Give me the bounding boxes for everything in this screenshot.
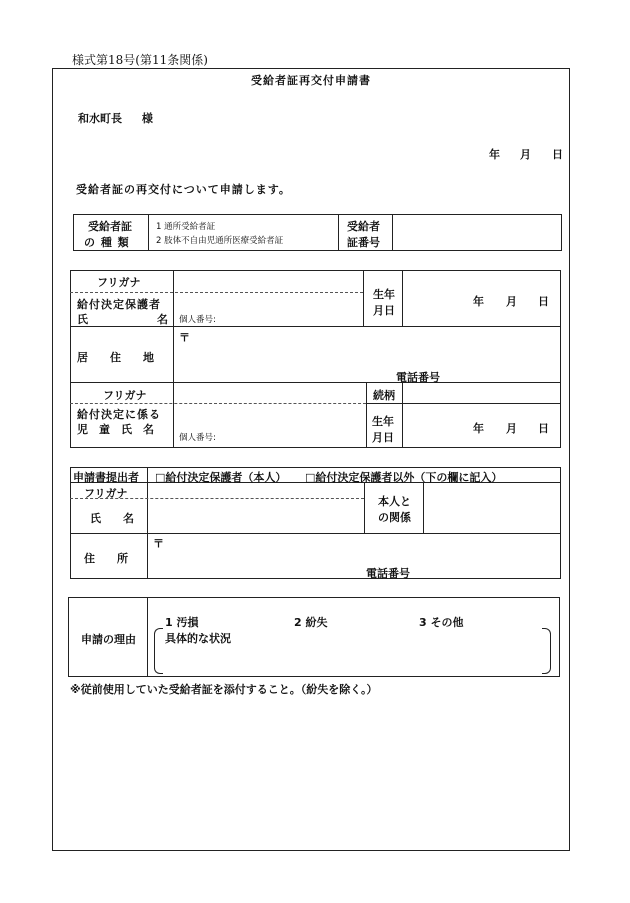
reason-option[interactable]: 3 その他	[419, 616, 464, 629]
guardian-birth-day: 日	[538, 295, 549, 308]
submitter-furigana-label: フリガナ	[84, 487, 128, 500]
addressee-suffix: 様	[141, 112, 153, 125]
reason-detail-label: 具体的な状況	[165, 632, 231, 645]
child-birth-year: 年	[473, 422, 484, 435]
addressee-name: 和水町長	[78, 112, 122, 125]
guardian-furigana-field[interactable]	[175, 272, 361, 291]
guardian-birth-label: 生年	[373, 288, 395, 301]
guardian-birth-label-2: 月日	[373, 304, 395, 317]
child-name-field[interactable]	[175, 405, 364, 446]
relation-field[interactable]	[404, 384, 559, 402]
guardian-personal-number: 個人番号:	[179, 315, 216, 325]
date-day: 日	[552, 148, 563, 161]
form-number: 様式第18号(第11条関係)	[72, 53, 208, 67]
attachment-note: ※従前使用していた受給者証を添付すること。（紛失を除く。）	[70, 683, 378, 696]
submitter-name-field[interactable]	[149, 500, 362, 531]
child-personal-number: 個人番号:	[179, 433, 216, 443]
cert-number-field[interactable]	[394, 216, 560, 249]
submitter-address-field[interactable]	[149, 535, 559, 577]
child-furigana-label: フリガナ	[103, 389, 147, 402]
date-year: 年	[489, 148, 500, 161]
guardian-furigana-label: フリガナ	[97, 276, 141, 289]
residence-field[interactable]	[175, 328, 559, 380]
guardian-name-label: 給付決定保護者	[77, 298, 161, 311]
submitter-postal-mark: 〒	[153, 537, 164, 550]
submitter-address-label: 住 所	[84, 552, 128, 565]
child-birth-label: 生年	[372, 415, 394, 428]
guardian-name-field[interactable]	[175, 294, 361, 324]
submitter-name-label: 氏 名	[90, 512, 134, 525]
submitter-phone-label: 電話番号	[366, 567, 410, 580]
cert-type-label-2: の 種 類	[84, 236, 130, 249]
cert-option: 2 肢体不自由児通所医療受給者証	[156, 236, 284, 246]
detail-bracket-right	[542, 628, 551, 674]
cert-option: 1 通所受給者証	[156, 222, 216, 232]
guardian-name-label-right: 名	[157, 313, 168, 326]
addressee	[78, 110, 153, 126]
form-title: 受給者証再交付申請書	[251, 74, 371, 87]
detail-bracket-left	[154, 628, 163, 674]
submitter-option-other[interactable]: □給付決定保護者以外（下の欄に記入）	[305, 471, 503, 484]
submitter-relation-label-2: の関係	[378, 511, 411, 524]
submitter-option-self[interactable]: □給付決定保護者（本人）	[155, 471, 287, 484]
reason-option[interactable]: 1 汚損	[165, 616, 199, 629]
guardian-birth-month: 月	[506, 295, 517, 308]
child-name-label: 給付決定に係る	[77, 408, 161, 421]
residence-label: 居 住 地	[77, 351, 154, 364]
date-month: 月	[520, 148, 531, 161]
cert-type-label: 受給者証	[88, 220, 132, 233]
relation-label: 続柄	[373, 389, 395, 402]
child-birth-month: 月	[506, 422, 517, 435]
child-name-label-2: 児 童 氏 名	[77, 423, 154, 436]
reason-detail-field[interactable]	[164, 644, 540, 670]
submitter-furigana-field[interactable]	[149, 484, 362, 497]
guardian-name-label-left: 氏	[77, 313, 88, 326]
residence-phone-label: 電話番号	[396, 371, 440, 384]
guardian-birth-year: 年	[473, 295, 484, 308]
submitter-relation-label: 本人と	[378, 495, 411, 508]
submitter-label: 申請書提出者	[73, 471, 139, 484]
submitter-relation-field[interactable]	[425, 484, 559, 531]
child-furigana-field[interactable]	[175, 384, 364, 402]
child-birth-day: 日	[538, 422, 549, 435]
child-birth-label-2: 月日	[372, 431, 394, 444]
residence-postal-mark: 〒	[179, 331, 190, 344]
cert-number-label: 受給者	[347, 220, 380, 233]
cert-number-label-2: 証番号	[347, 236, 380, 249]
reason-option[interactable]: 2 紛失	[294, 616, 328, 629]
request-text: 受給者証の再交付について申請します。	[76, 183, 291, 196]
reason-label: 申請の理由	[81, 633, 136, 646]
